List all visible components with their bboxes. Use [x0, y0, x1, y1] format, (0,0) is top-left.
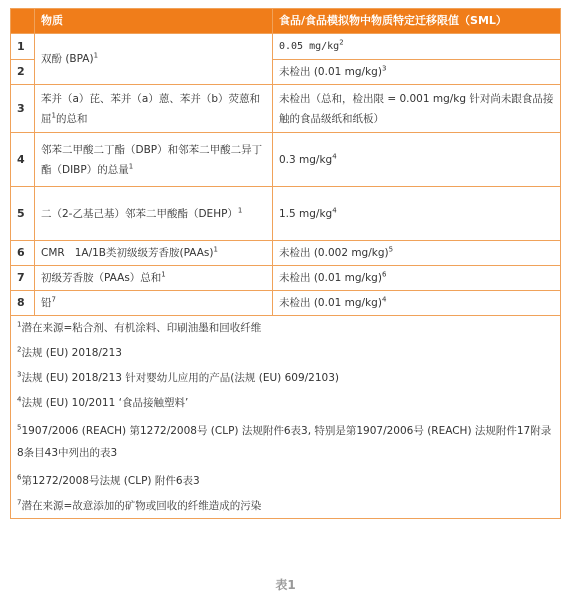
footnote: [17, 395, 554, 411]
footnote-ref: 3: [381, 64, 387, 73]
row-number: 6: [11, 241, 35, 266]
footnote-ref: 1: [93, 51, 99, 60]
footnote-ref: 4: [332, 206, 337, 214]
footnote: [17, 498, 554, 514]
substance-text-tail: 的总和: [55, 112, 88, 125]
substance-text: 二（2-乙基己基）邻苯二甲酸酯（DEHP）: [41, 207, 238, 220]
footnote-ref: 5: [388, 245, 394, 254]
table-row: [11, 266, 561, 291]
footnotes-cell: [11, 316, 561, 519]
limit-text: 未检出 (0.01 mg/kg): [279, 297, 382, 309]
footnote-text: 第1272/2008号法规 (CLP) 附件6表3: [21, 475, 200, 487]
substance-cell: [35, 133, 273, 187]
footnote-text: 潜在来源=粘合剂、有机涂料、印刷油墨和回收纤维: [21, 322, 262, 334]
footnote-ref: 6: [381, 270, 387, 279]
limit-text: 0.05 mg/kg: [279, 41, 340, 52]
limit-cell: [273, 34, 561, 60]
limit-cell: [273, 187, 561, 241]
row-number: 1: [11, 34, 35, 60]
limit-cell: [273, 133, 561, 187]
table-row: [11, 34, 561, 60]
table-header-row: [11, 9, 561, 34]
substance-cell: [35, 266, 273, 291]
header-substance: 物质: [35, 9, 273, 34]
footnote: [17, 345, 554, 361]
substance-text: CMR 1A/1B类初级级芳香胺(PAAs): [41, 247, 214, 259]
limit-text: 未检出 (0.002 mg/kg): [279, 247, 389, 259]
row-number: 7: [11, 266, 35, 291]
limit-cell: 未检出（总和，检出限 = 0.001 mg/kg 针对尚未跟食品接触的食品级纸和纸板）: [273, 85, 561, 133]
footnote-marker: 2: [17, 345, 22, 354]
footnote: [17, 320, 554, 336]
limit-cell: [273, 291, 561, 316]
limit-cell: [273, 241, 561, 266]
row-number: 3: [11, 85, 35, 133]
table-caption: 表1: [275, 578, 296, 592]
header-limit: 食品/食品模拟物中物质特定迁移限值（SML）: [273, 9, 561, 34]
row-number: 2: [11, 60, 35, 85]
limit-text: 0.3 mg/kg: [279, 153, 333, 166]
footnote: [17, 420, 554, 464]
header-num: [11, 9, 35, 34]
substance-text: 初级芳香胺（PAAs）总和: [41, 272, 162, 284]
substance-cell: [35, 187, 273, 241]
footnote: [17, 370, 554, 386]
footnote-marker: 5: [17, 423, 22, 432]
footnote-ref: 2: [339, 38, 344, 47]
footnote-text: 潜在来源=故意添加的矿物或回收的纤维造成的污染: [21, 500, 262, 512]
row-number: 8: [11, 291, 35, 316]
substance-cell: [35, 291, 273, 316]
limit-text: 未检出 (0.01 mg/kg): [279, 272, 382, 284]
footnote-marker: 4: [17, 395, 22, 404]
substance-text: 苯并（a）芘、苯并（a）蒽、苯并（b）荧蒽和屈: [41, 92, 261, 125]
footnote-marker: 7: [17, 498, 22, 507]
limit-cell: [273, 266, 561, 291]
table-row: [11, 291, 561, 316]
limit-cell: [273, 60, 561, 85]
footnote-ref: 1: [161, 270, 166, 279]
footnote-marker: 1: [17, 320, 22, 329]
footnote-ref: 7: [51, 295, 56, 304]
table-row: [11, 85, 561, 133]
row-number: 4: [11, 133, 35, 187]
substance-text: 邻苯二甲酸二丁酯（DBP）和邻苯二甲酸二异丁酯（DIBP）的总量: [41, 143, 263, 176]
table-row: [11, 241, 561, 266]
footnote-ref: 4: [332, 152, 337, 160]
substance-text: 双酚 (BPA): [41, 53, 94, 65]
footnote-text: 1907/2006 (REACH) 第1272/2008号 (CLP) 法规附件6表3, 特别是第1907/2006号 (REACH) 法规附件17附录8条目43中列出的表3: [17, 425, 552, 459]
substance-cell: [35, 85, 273, 133]
footnote-ref: 4: [381, 295, 387, 304]
substance-text: 铅: [41, 297, 52, 309]
table-row: [11, 133, 561, 187]
substance-cell: [35, 241, 273, 266]
limit-text: 未检出 (0.01 mg/kg): [279, 66, 382, 78]
footnote-marker: 6: [17, 473, 22, 482]
footnote-text: 法规 (EU) 2018/213 针对婴幼儿应用的产品(法规 (EU) 609/2103): [21, 372, 339, 384]
footnote-ref: 1: [213, 245, 218, 254]
limit-text: 1.5 mg/kg: [279, 207, 333, 220]
footnote-ref: 1: [237, 206, 243, 214]
footnote-text: 法规 (EU) 10/2011 ‘食品接触塑料’: [21, 397, 189, 409]
table-row: [11, 187, 561, 241]
footnote-ref: 1: [128, 162, 134, 170]
footnote-marker: 3: [17, 370, 22, 379]
footnote: [17, 473, 554, 489]
footnote-text: 法规 (EU) 2018/213: [21, 347, 122, 359]
footnote-ref: 1: [51, 111, 56, 119]
footnotes-row: [11, 316, 561, 519]
row-number: 5: [11, 187, 35, 241]
migration-limit-table: [10, 8, 561, 519]
substance-cell: [35, 34, 273, 85]
